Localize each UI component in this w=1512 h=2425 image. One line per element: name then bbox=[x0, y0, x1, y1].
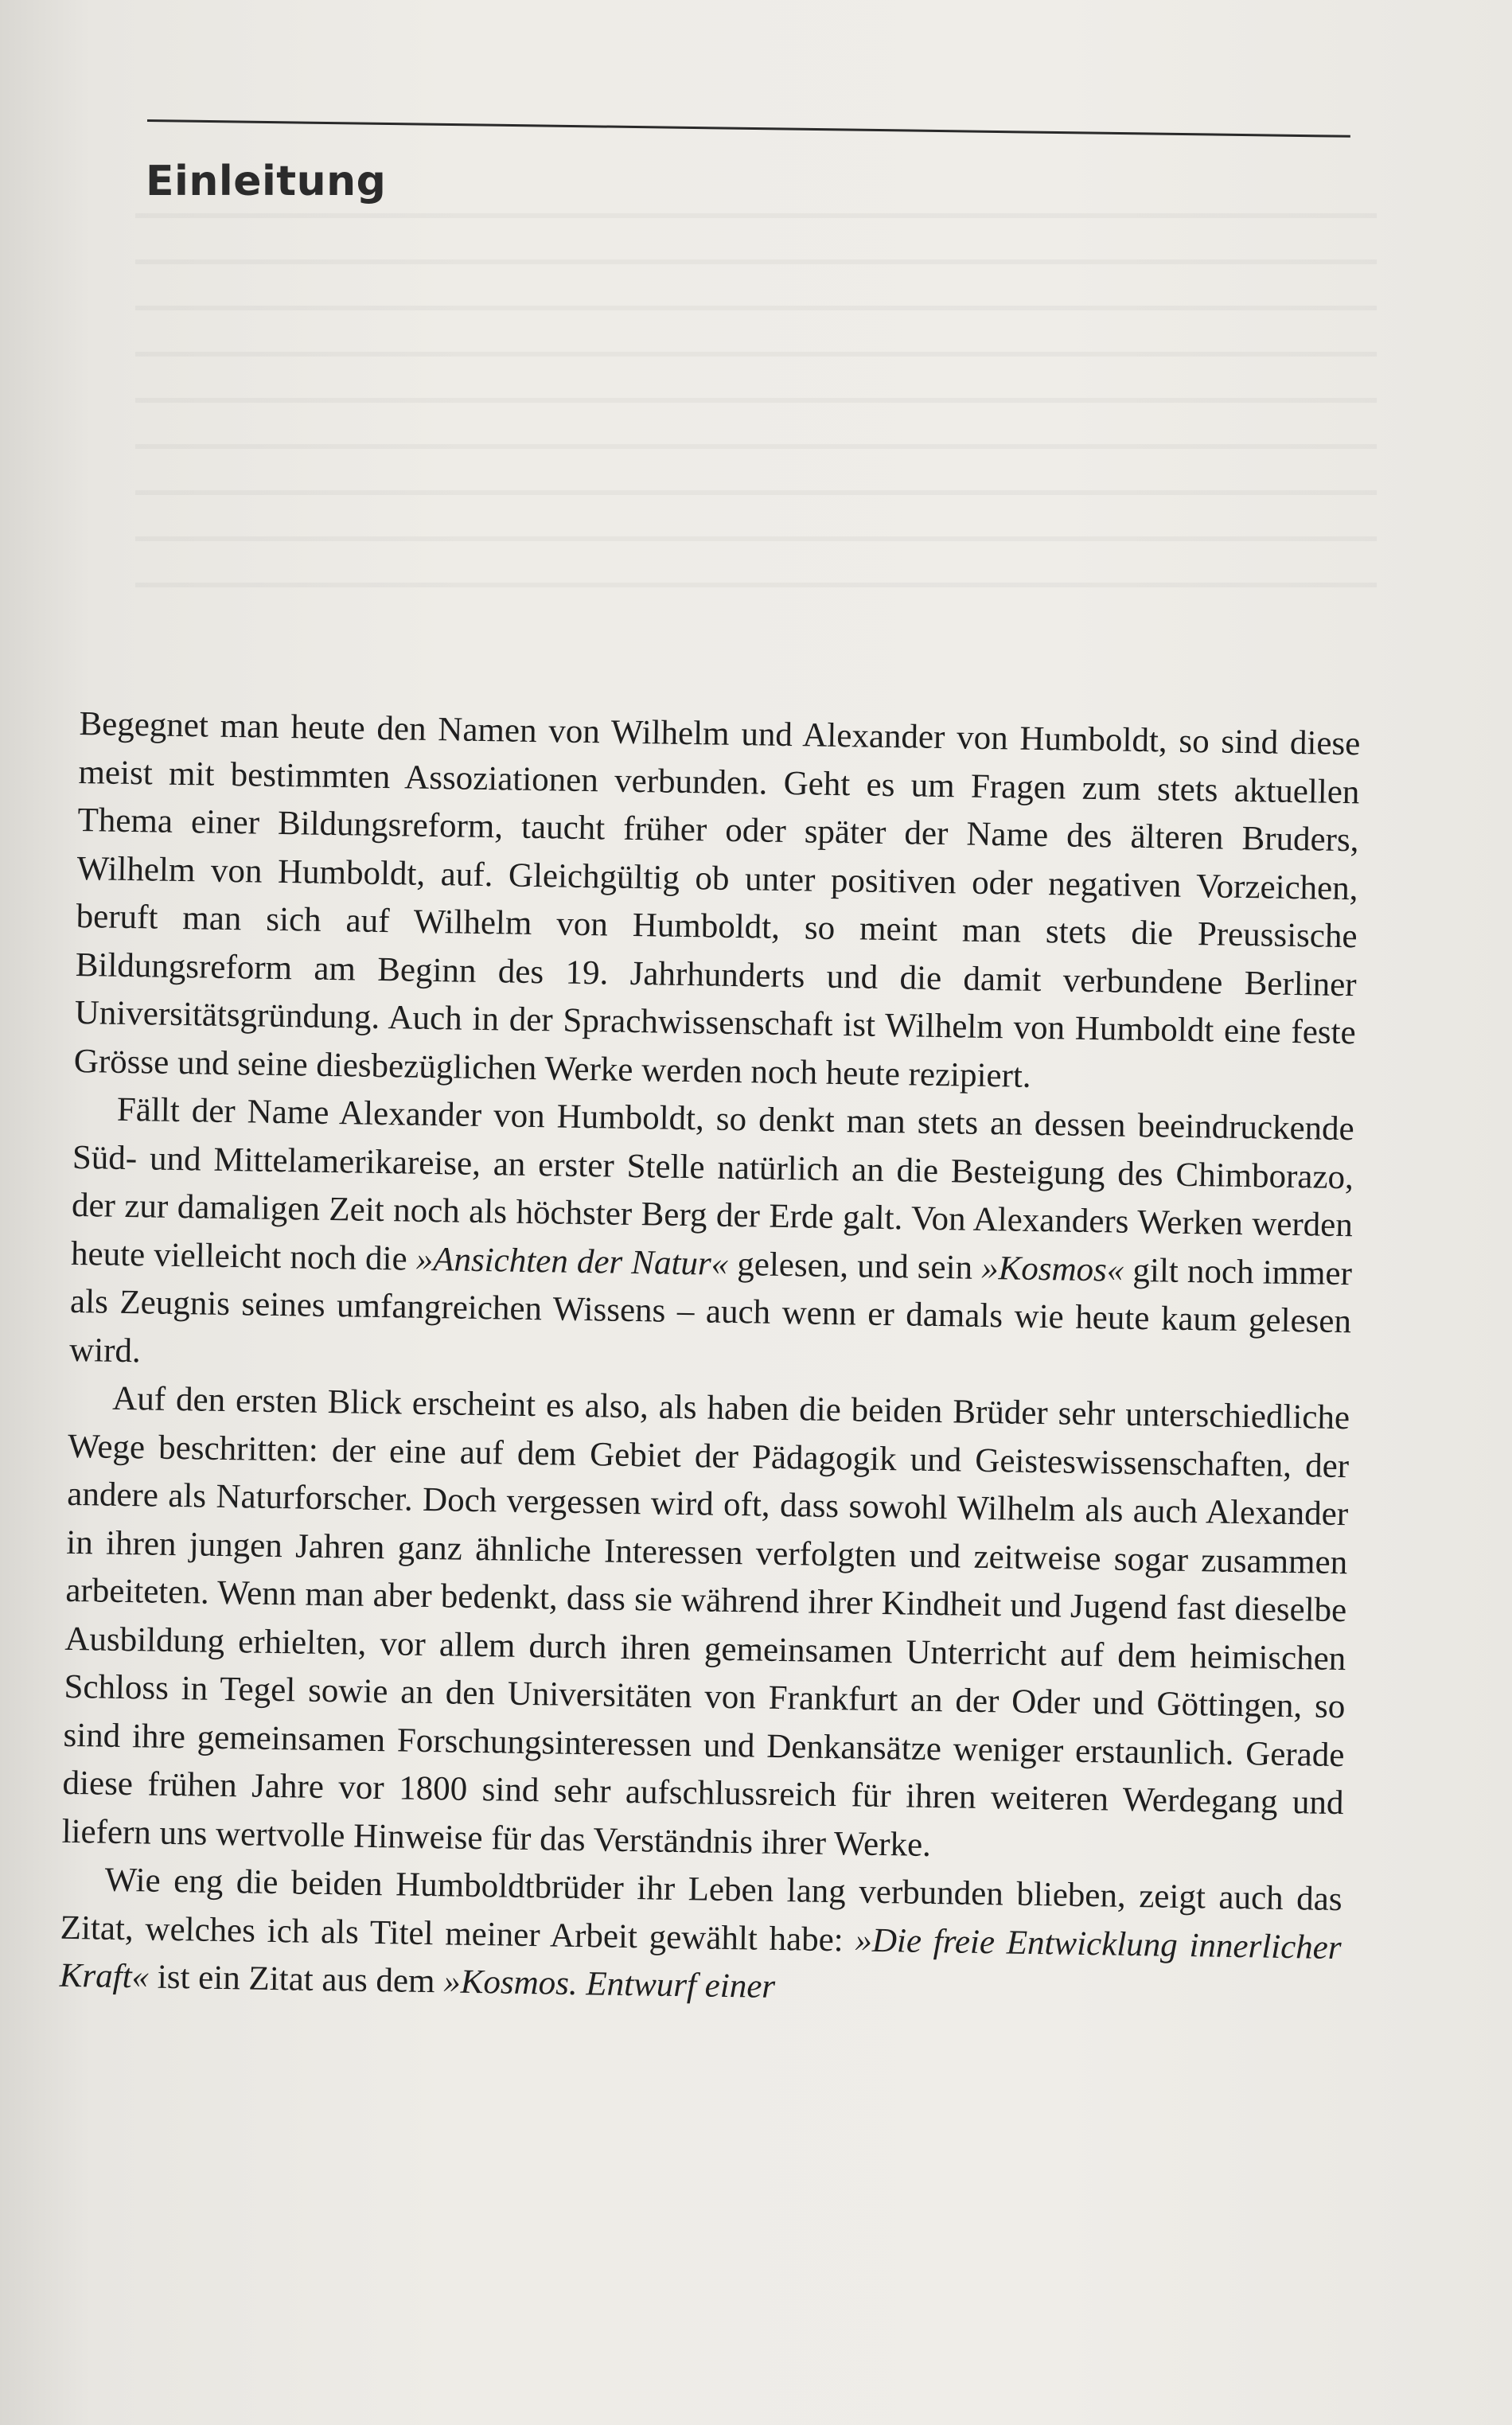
work-title-ansichten: »Ansichten der Natur« bbox=[415, 1240, 729, 1283]
show-through-text bbox=[135, 191, 1377, 621]
work-title-kosmos-entwurf: »Kosmos. Entwurf einer bbox=[442, 1963, 776, 2006]
work-title-kosmos: »Kosmos« bbox=[980, 1249, 1124, 1289]
paragraph-4 bbox=[59, 1856, 1342, 2021]
paragraph-1: Begegnet man heute den Namen von Wilhelm und Alexander von Humboldt, so sind diese meist mit bestimmten Assoziationen verbunden. Geht es um Fragen zum stets aktuellen Thema einer Bildungsreform, taucht früher oder später der Name des älteren Bruders, Wilhelm von Humboldt, auf. Gleichgültig ob unter positiven oder negativen Vorzeichen, beruft man sich auf Wilhelm von Humboldt, so meint man stets die Preussische Bildungsreform am Beginn des 19. Jahrhunderts und die damit verbundene Berliner Universitätsgründung. Auch in der Sprachwissenschaft ist Wilhelm von Humboldt eine feste Grösse und seine diesbezüglichen Werke werden noch heute rezipiert. bbox=[73, 704, 1361, 1095]
paragraph-4-text-b: ist ein Zitat aus dem bbox=[148, 1958, 444, 2001]
paragraph-2-text-a: Fällt der Name Alexander von Humboldt, so denkt man stets an dessen beeindruckende Süd- und Mittelamerikareise, an erster Stelle natürlich an die Besteigung des Chimborazo, der zur damaligen Zeit noch als höchster Berg der Erde galt. Von Alexanders Werken werden heute vielleicht noch die bbox=[70, 1090, 1355, 1278]
paragraph-2-text-b: gelesen, und sein bbox=[727, 1245, 982, 1287]
paragraph-4-text-a: Wie eng die beiden Humboldtbrüder ihr Leben lang verbunden blieben, zeigt auch das Zitat, welches ich als Titel meiner Arbeit gewählt habe: bbox=[60, 1861, 1342, 1959]
header-rule bbox=[147, 119, 1350, 138]
paragraph-2-text-c: gilt noch immer als Zeugnis seines umfangreichen Wissens – auch wenn er damals wie heute kaum gelesen wird. bbox=[68, 1251, 1353, 1370]
chapter-heading: Einleitung bbox=[146, 158, 387, 205]
paragraph-3: Auf den ersten Blick erscheint es also, als haben die beiden Brüder sehr unterschiedliche Wege beschritten: der eine auf dem Gebiet der Pädagogik und Geisteswissenschaften, der andere als Naturforscher. Doch vergessen wird oft, dass sowohl Wilhelm als auch Alexander in ihren jungen Jahren ganz ähnliche Interessen verfolgten und zeitweise sogar zusammen arbeiteten. Wenn man aber bedenkt, dass sie während ihrer Kindheit und Jugend fast dieselbe Ausbildung erhielten, vor allem durch ihren gemeinsamen Unterricht auf dem heimischen Schloss in Tegel sowie an den Universitäten von Frankfurt an der Oder und Göttingen, so sind ihre gemeinsamen Forschungsinteressen und Denkansätze weniger erstaunlich. Gerade diese frühen Jahre vor 1800 sind sehr aufschlussreich für ihren weiteren Werdegang und liefern uns wertvolle Hinweise für das Verständnis ihrer Werke. bbox=[61, 1379, 1350, 1864]
paragraph-2 bbox=[69, 1086, 1355, 1394]
chapter-body bbox=[59, 700, 1360, 2021]
quote-title: »Die freie Entwicklung innerlicher Kraft« bbox=[59, 1921, 1342, 1996]
